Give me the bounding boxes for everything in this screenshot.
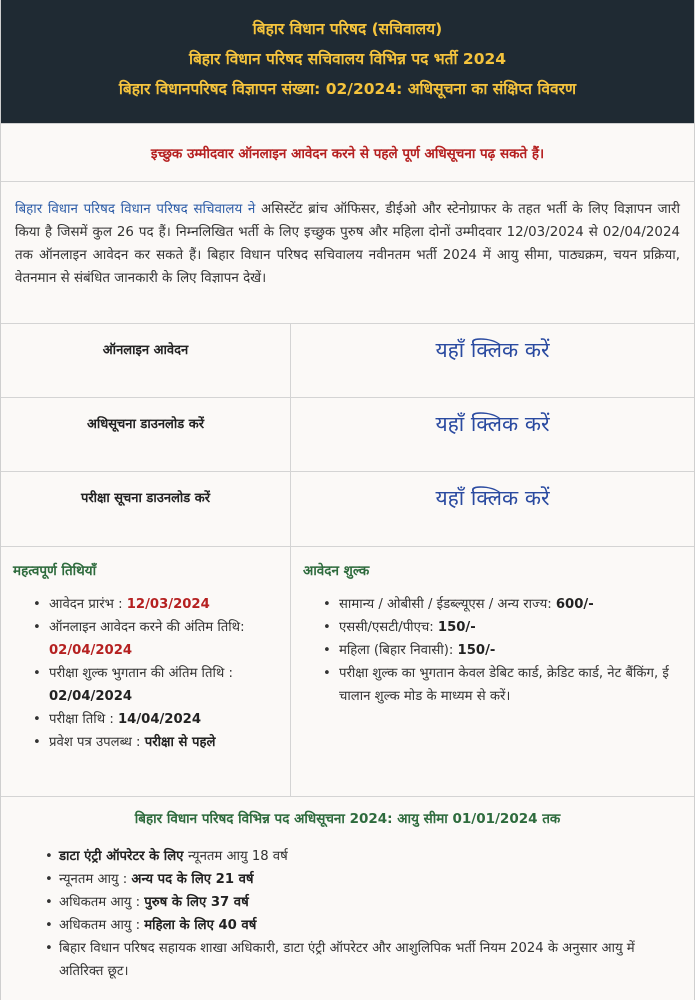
item-value: 150/- [457, 643, 496, 658]
list-item [13, 593, 278, 616]
age-list [13, 845, 682, 983]
item-label: एससी/एसटी/पीएच: [339, 620, 438, 635]
important-dates [1, 547, 291, 796]
item-value: 14/04/2024 [117, 712, 202, 727]
application-fees-heading: आवेदन शुल्क [303, 563, 370, 579]
intro-paragraph [1, 182, 694, 324]
list-item [13, 845, 682, 868]
item-label: परीक्षा तिथि : [49, 712, 118, 727]
item-value: न्यूनतम आयु 18 वर्ष [188, 849, 288, 864]
fees-list [303, 593, 682, 708]
item-label: सामान्य / ओबीसी / ईडब्ल्यूएस / अन्य राज्य: [339, 597, 556, 612]
exam-notice-download-link[interactable]: यहाँ क्लिक करें [435, 486, 550, 510]
list-item [303, 593, 682, 616]
list-item [13, 937, 682, 983]
item-value: अन्य पद के लिए 21 वर्ष [131, 872, 254, 887]
item-label: आवेदन प्रारंभ : [49, 597, 127, 612]
item-value: 02/04/2024 [49, 689, 133, 704]
header-subtitle: बिहार विधान परिषद सचिवालय विभिन्न पद भर्ती 2024 [188, 50, 507, 68]
list-item [303, 639, 682, 662]
header [1, 0, 694, 124]
application-fees [291, 547, 694, 796]
links-table [1, 324, 694, 547]
item-value: पुरुष के लिए 37 वर्ष [144, 895, 249, 910]
header-title: बिहार विधान परिषद (सचिवालय) [252, 20, 443, 38]
age-limit-heading: बिहार विधान परिषद विभिन्न पद अधिसूचना 2024: आयु सीमा 01/01/2024 तक [134, 811, 561, 827]
link-label: ऑनलाइन आवेदन [1, 324, 291, 397]
notification-download-link[interactable]: यहाँ क्लिक करें [435, 412, 550, 436]
item-label: महिला (बिहार निवासी): [339, 643, 458, 658]
link-row-notification [1, 398, 694, 472]
list-item [13, 868, 682, 891]
link-row-online-apply [1, 324, 694, 398]
list-item [13, 914, 682, 937]
link-row-exam-notice [1, 472, 694, 546]
item-label: प्रवेश पत्र उपलब्ध : [49, 735, 145, 750]
item-label: परीक्षा शुल्क भुगतान की अंतिम तिथि : [49, 666, 233, 681]
item-value: 12/03/2024 [126, 597, 210, 612]
online-apply-link[interactable]: यहाँ क्लिक करें [435, 338, 550, 362]
item-label: डाटा एंट्री ऑपरेटर के लिए [59, 849, 189, 864]
dates-list [13, 593, 278, 754]
item-label: ऑनलाइन आवेदन करने की अंतिम तिथि: [49, 620, 245, 635]
item-value: महिला के लिए 40 वर्ष [144, 918, 257, 933]
link-label: परीक्षा सूचना डाउनलोड करें [1, 472, 291, 546]
list-item [303, 662, 682, 708]
intro-body: असिस्टेंट ब्रांच ऑफिसर, डीईओ और स्टेनोग्राफर के तहत भर्ती के लिए विज्ञापन जारी किया है जिसमें कुल 26 पद हैं। निम्नलिखित भर्ती के लिए इच्छुक पुरुष और महिला दोनों उम्मीदवार 12/03/2024 से 02/04/2024 तक ऑनलाइन आवेदन कर सकते हैं। बिहार विधान परिषद सचिवालय नवीनतम भर्ती 2024 में आयु सीमा, पाठ्यक्रम, चयन प्रक्रिया, वेतनमान से संबंधित जानकारी के लिए विज्ञापन देखें। [15, 202, 680, 286]
list-item [13, 891, 682, 914]
list-item [13, 662, 278, 708]
notice-text: इच्छुक उम्मीदवार ऑनलाइन आवेदन करने से पहले पूर्ण अधिसूचना पढ़ सकते हैं। [150, 145, 545, 162]
item-label: न्यूनतम आयु : [59, 872, 132, 887]
item-value: 02/04/2024 [49, 643, 133, 658]
item-label: परीक्षा शुल्क का भुगतान केवल डेबिट कार्ड, क्रेडिट कार्ड, नेट बैंकिंग, ई चालान शुल्क मोड के माध्यम से करें। [339, 666, 669, 704]
list-item [303, 616, 682, 639]
item-value: परीक्षा से पहले [144, 735, 216, 750]
item-label: अधिकतम आयु : [59, 895, 145, 910]
notice-banner [1, 124, 694, 182]
dates-fees-section [1, 547, 694, 797]
item-label: अधिकतम आयु : [59, 918, 145, 933]
list-item [13, 616, 278, 662]
intro-lead: बिहार विधान परिषद विधान परिषद सचिवालय ने [15, 202, 256, 217]
item-value: 150/- [437, 620, 476, 635]
item-label: बिहार विधान परिषद सहायक शाखा अधिकारी, डाटा एंट्री ऑपरेटर और आशुलिपिक भर्ती नियम 2024 के अनुसार आयु में अतिरिक्त छूट। [59, 941, 635, 979]
list-item [13, 731, 278, 754]
list-item [13, 708, 278, 731]
header-advert-number: बिहार विधानपरिषद विज्ञापन संख्या: 02/2024: अधिसूचना का संक्षिप्त विवरण [118, 80, 577, 98]
important-dates-heading: महत्वपूर्ण तिथियाँ [13, 563, 97, 579]
link-label: अधिसूचना डाउनलोड करें [1, 398, 291, 471]
age-limit-section [1, 797, 694, 983]
item-value: 600/- [555, 597, 594, 612]
